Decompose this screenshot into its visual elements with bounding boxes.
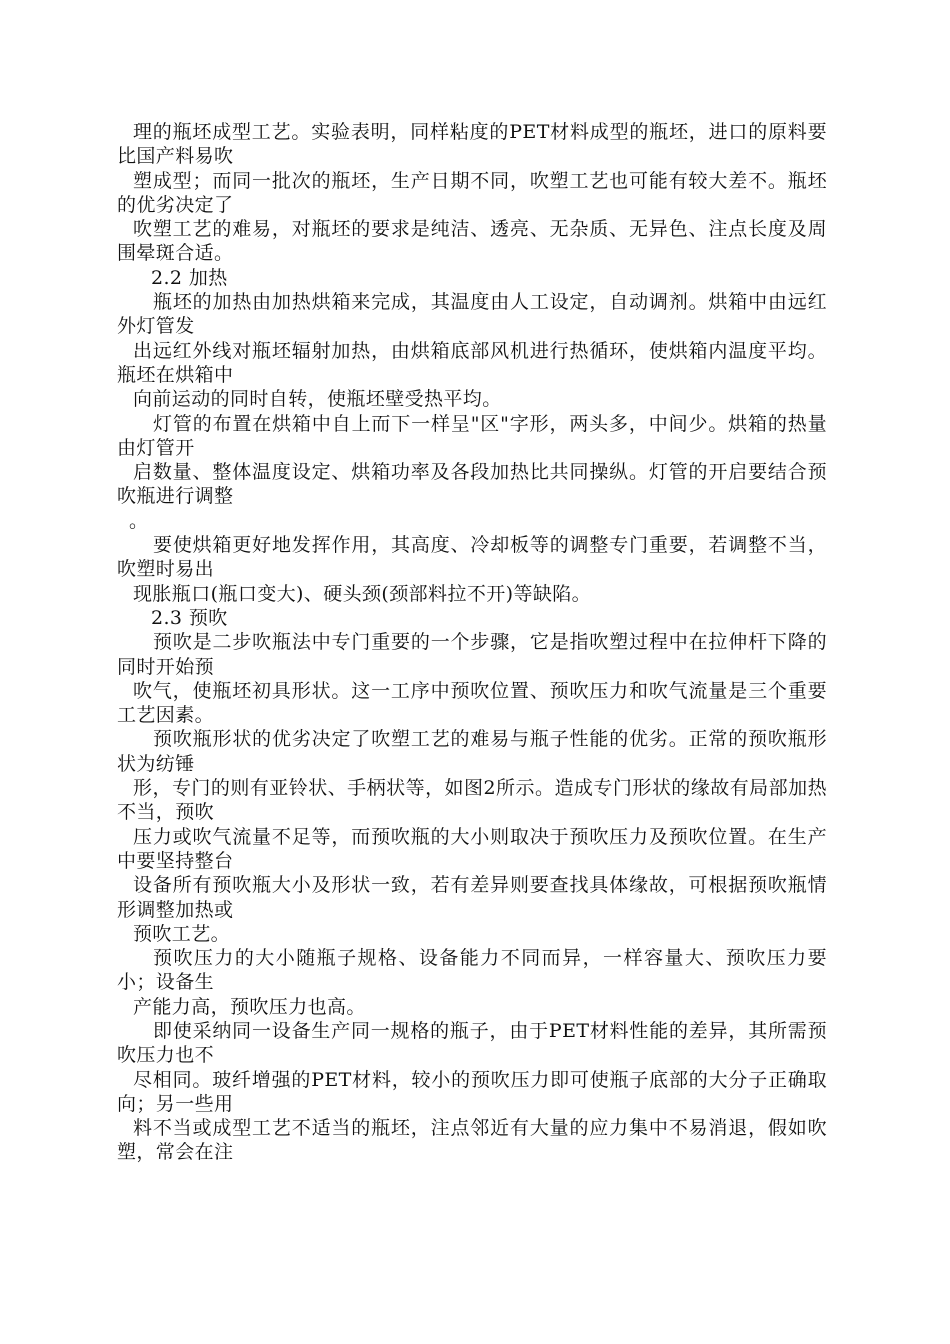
document-page [117,120,827,1165]
text-paragraph: 瓶坯的加热由加热烘箱来完成，其温度由人工设定，自动调剂。烘箱中由远红外灯管发 [117,291,827,338]
text-paragraph: 形，专门的则有亚铃状、手柄状等，如图2所示。造成专门形状的缘故有局部加热不当，预吹 [117,777,827,824]
text-paragraph: 吹塑工艺的难易，对瓶坯的要求是纯洁、透亮、无杂质、无异色、注点长度及周围晕斑合适。 [117,218,827,265]
text-paragraph: 产能力高，预吹压力也高。 [133,995,366,1018]
text-paragraph: 尽相同。玻纤增强的PET材料，较小的预吹压力即可使瓶子底部的大分子正确取向；另一些用 [117,1068,827,1115]
text-paragraph: 压力或吹气流量不足等，而预吹瓶的大小则取决于预吹压力及预吹位置。在生产中要坚持整台 [117,825,827,872]
text-paragraph: 塑成型；而同一批次的瓶坯，生产日期不同，吹塑工艺也可能有较大差不。瓶坯的优劣决定了 [117,169,827,216]
text-paragraph: 吹气，使瓶坯初具形状。这一工序中预吹位置、预吹压力和吹气流量是三个重要工艺因素。 [117,679,827,727]
text-paragraph: 向前运动的同时自转，使瓶坯壁受热平均。 [133,388,502,411]
text-paragraph: 料不当或成型工艺不适当的瓶坯，注点邻近有大量的应力集中不易消退，假如吹塑，常会在注 [117,1117,827,1164]
text-paragraph: 灯管的布置在烘箱中自上而下一样呈"区"字形，两头多，中间少。烘箱的热量由灯管开 [117,412,827,459]
text-paragraph: 设备所有预吹瓶大小及形状一致，若有差异则要查找具体缘故，可根据预吹瓶情形调整加热或 [117,874,827,921]
text-paragraph: 预吹是二步吹瓶法中专门重要的一个步骤，它是指吹塑过程中在拉伸杆下降的同时开始预 [117,631,827,678]
section-heading: 2.2 加热 [151,266,228,289]
text-paragraph: 。 [129,509,149,532]
text-paragraph: 出远红外线对瓶坯辐射加热，由烘箱底部风机进行热循环，使烘箱内温度平均。瓶坯在烘箱中 [117,339,827,386]
text-paragraph: 现胀瓶口(瓶口变大)、硬头颈(颈部料拉不开)等缺陷。 [133,582,592,605]
text-paragraph: 预吹工艺。 [133,922,231,945]
section-heading: 2.3 预吹 [151,606,228,629]
text-paragraph: 理的瓶坯成型工艺。实验表明，同样粘度的PET材料成型的瓶坯，进口的原料要比国产料易吹 [117,121,827,168]
text-paragraph: 要使烘箱更好地发挥作用，其高度、冷却板等的调整专门重要，若调整不当，吹塑时易出 [117,534,827,581]
text-paragraph: 预吹瓶形状的优劣决定了吹塑工艺的难易与瓶子性能的优劣。正常的预吹瓶形状为纺锤 [117,728,827,775]
text-paragraph: 启数量、整体温度设定、烘箱功率及各段加热比共同操纵。灯管的开启要结合预吹瓶进行调整 [117,461,827,508]
text-paragraph: 即使采纳同一设备生产同一规格的瓶子，由于PET材料性能的差异，其所需预吹压力也不 [117,1019,827,1067]
text-paragraph: 预吹压力的大小随瓶子规格、设备能力不同而异，一样容量大、预吹压力要小；设备生 [117,947,827,994]
